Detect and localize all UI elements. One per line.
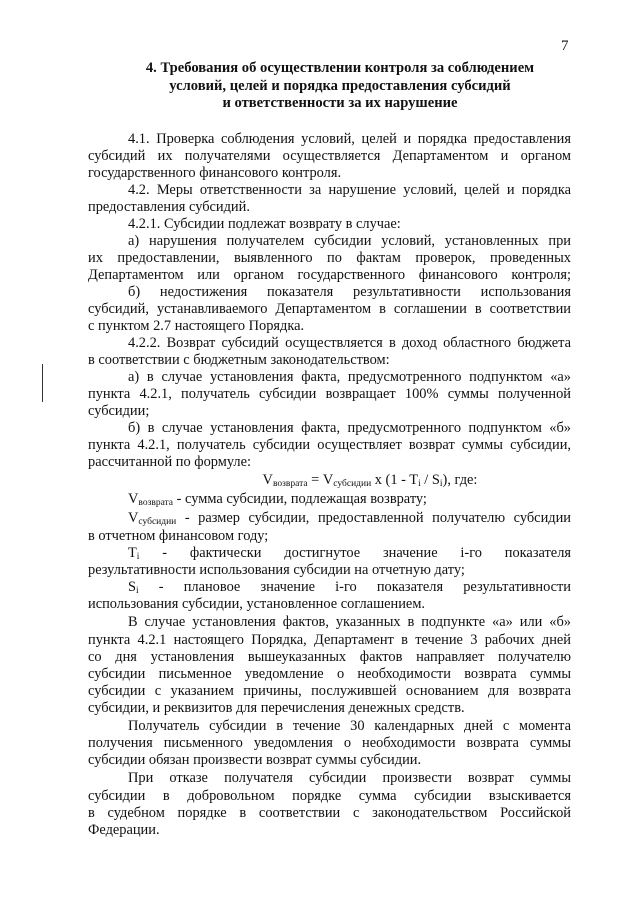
body-line: субсидий их получателями осуществляется Департаментом и органом [88,148,571,164]
body-line: субсидии, и реквизитов для перечисления денежных средств. [88,700,465,716]
body-line: а) нарушения получателем субсидии условий, установленных при [128,233,571,249]
definition-v-subsidy: Vсубсидии - размер субсидии, предоставленной получателю субсидии [128,510,571,527]
body-line: пункта 4.2.1 настоящего Порядка, Департамент в течение 3 рабочих дней [88,632,571,648]
section-title-line-2: условий, целей и порядка предоставления субсидий [169,78,511,94]
body-line: государственного финансового контроля. [88,165,342,181]
formula: Vвозврата = Vсубсидии x (1 - Ti / Si), где: [262,472,478,489]
body-line: Департаментом или органом государственного финансового контроля; [88,267,571,283]
body-line: 4.2.2. Возврат субсидий осуществляется в доход областного бюджета [128,335,571,351]
body-line: Получатель субсидии в течение 30 календарных дней с момента [128,718,571,734]
body-line: субсидии обязан произвести возврат суммы субсидии. [88,752,422,768]
body-line: б) в случае установления факта, предусмотренного подпунктом «б» [128,420,571,436]
body-line: а) в случае установления факта, предусмотренного подпунктом «а» [128,369,571,385]
body-line: б) недостижения показателя результативности использования [128,284,571,300]
body-line: со дня установления вышеуказанных фактов направляет получателю [88,649,571,665]
body-line: пункта 4.2.1, получатель субсидии возвращает 100% суммы полученной [88,386,571,402]
body-line: с пунктом 2.7 настоящего Порядка. [88,318,305,334]
body-line: в отчетном финансовом году; [88,528,269,544]
definition-v-return: Vвозврата - сумма субсидии, подлежащая возврату; [128,491,427,508]
body-line: результативности использования субсидии на отчетную дату; [88,562,465,578]
body-line: 4.2. Меры ответственности за нарушение условий, целей и порядка [128,182,571,198]
section-title-line-3: и ответственности за их нарушение [222,95,458,111]
body-line: Федерации. [88,822,160,838]
body-line: субсидии с указанием причины, послужившей основанием для возврата [88,683,571,699]
page-number: 7 [561,38,569,54]
body-line: субсидий, устанавливаемого Департаментом в соглашении в соответствии [88,301,571,317]
body-line: их предоставлении, выявленного по фактам проверок, проведенных [88,250,571,266]
body-line: В случае установления фактов, указанных в подпункте «а» или «б» [128,614,571,630]
body-line: При отказе получателя субсидии произвести возврат суммы [128,770,571,786]
definition-t: Ti - фактически достигнутое значение i-го показателя [128,545,571,562]
margin-mark [42,364,43,402]
body-line: 4.2.1. Субсидии подлежат возврату в случае: [128,216,401,232]
body-line: субсидии в добровольном порядке сумма субсидии взыскивается [88,788,571,804]
body-line: в соответствии с бюджетным законодательством: [88,352,390,368]
definition-s: Si - плановое значение i-го показателя результативности [128,579,571,596]
body-line: пункта 4.2.1, получатель субсидии осуществляет возврат суммы субсидии, [88,437,571,453]
body-line: рассчитанной по формуле: [88,454,251,470]
body-line: получения письменного уведомления о необходимости возврата суммы [88,735,571,751]
body-line: использования субсидии, установленное соглашением. [88,596,426,612]
body-line: предоставления субсидий. [88,199,250,215]
body-line: субсидии письменное уведомление о необходимости возврата суммы [88,666,571,682]
body-line: субсидии; [88,403,150,419]
body-line: 4.1. Проверка соблюдения условий, целей и порядка предоставления [128,131,571,147]
section-title-line-1: 4. Требования об осуществлении контроля за соблюдением [145,60,535,76]
body-line: в судебном порядке в соответствии с законодательством Российской [88,805,571,821]
